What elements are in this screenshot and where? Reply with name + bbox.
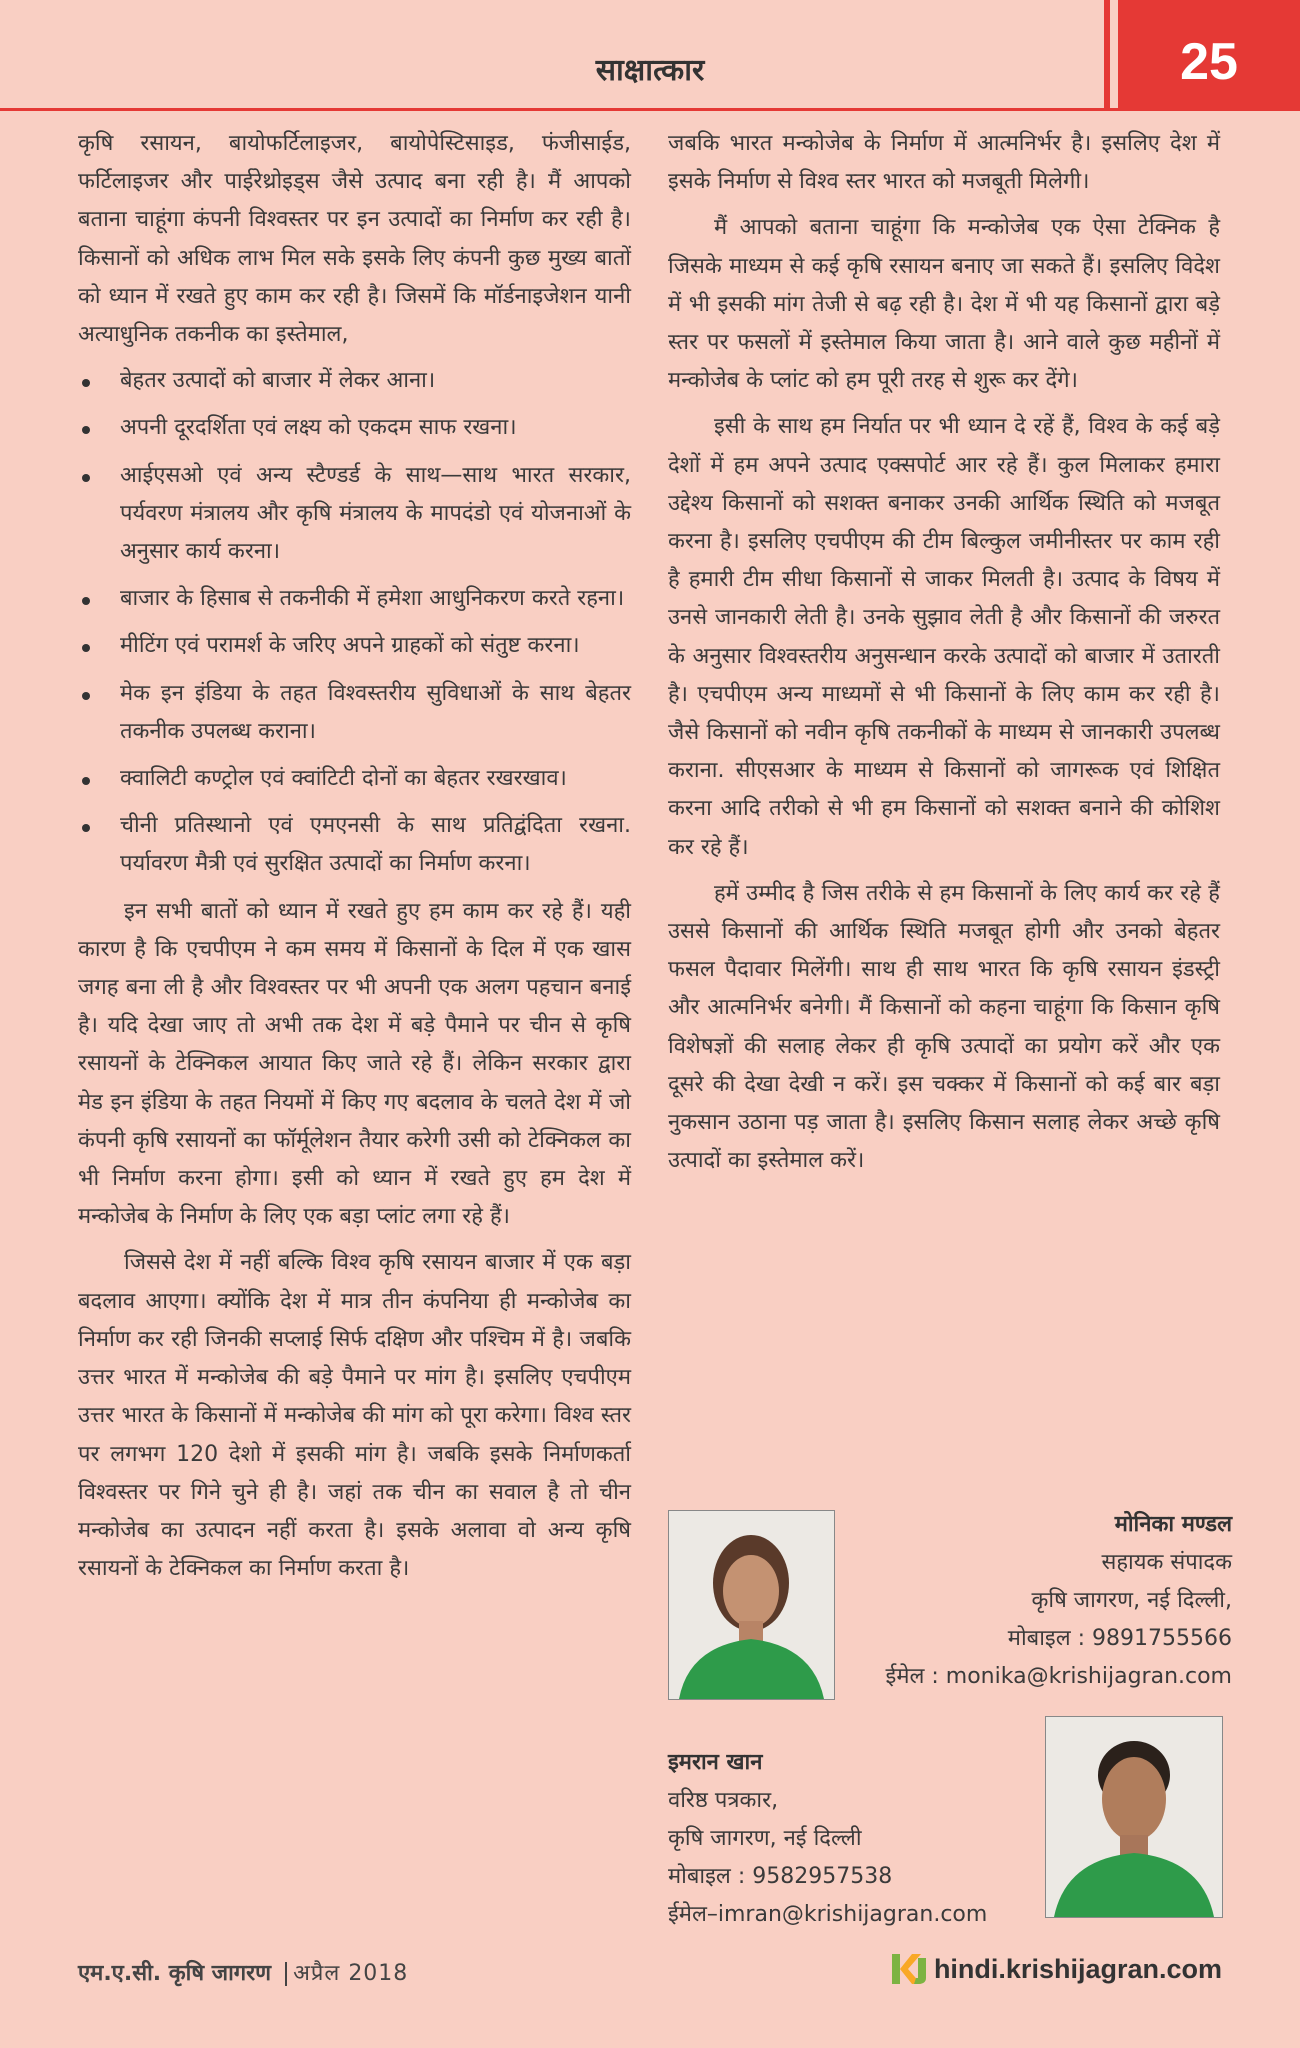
bullet-icon bbox=[82, 644, 90, 652]
body-paragraph: मैं आपको बताना चाहूंगा कि मन्कोजेब एक ऐसा टेक्निक है जिसके माध्यम से कई कृषि रसायन बनाए जा सकते हैं। इसलिए विदेश में भी इसकी मांग तेजी से बढ़ रही है। देश में भी यह किसानों द्वारा बड़े स्तर पर फसलों में इस्तेमाल किया जाता है। आने वाले कुछ महीनों में मन्कोजेब के प्लांट को हम पूरी तरह से शुरू कर देंगे। bbox=[668, 215, 1220, 394]
bullet-icon bbox=[82, 474, 90, 482]
author-mobile: मोबाइल : 9582957538 bbox=[668, 1864, 893, 1889]
author-org: कृषि जागरण, नई दिल्ली bbox=[668, 1826, 862, 1851]
author-role: सहायक संपादक bbox=[1101, 1550, 1232, 1575]
list-item: चीनी प्रतिस्थानो एवं एमएनसी के साथ प्रतिद्वंदिता रखना. पर्यावरण मैत्री एवं सुरक्षित उत्पादों का निर्माण करना। bbox=[78, 807, 631, 883]
intro-paragraph: कृषि रसायन, बायोफर्टिलाइजर, बायोपेस्टिसाइड, फंजीसाईड, फर्टिलाइजर और पाईरेथ्रोइड्स जैसे उत्पाद बना रही है। मैं आपको बताना चाहूंगा कंपनी विश्वस्तर पर इन उत्पादों का निर्माण कर रही है। किसानों को अधिक लाभ मिल सके इसके लिए कंपनी कुछ मुख्य बातों को ध्यान में रखते हुए काम कर रही है। जिसमें कि मॉर्डनाइजेशन यानी अत्याधुनिक तकनीक का इस्तेमाल, bbox=[78, 131, 631, 348]
page-number: 25 bbox=[1180, 33, 1238, 91]
body-paragraph: जबकि भारत मन्कोजेब के निर्माण में आत्मनिर्भर है। इसलिए देश में इसके निर्माण से विश्व स्तर भारत को मजबूती मिलेगी। bbox=[668, 131, 1220, 195]
feature-list bbox=[78, 362, 631, 883]
issue-month: अप्रैल 2018 bbox=[293, 1961, 409, 1986]
list-item: बेहतर उत्पादों को बाजार में लेकर आना। bbox=[78, 362, 631, 400]
bullet-icon bbox=[82, 379, 90, 387]
list-item: मेक इन इंडिया के तहत विश्वस्तरीय सुविधाओं के साथ बेहतर तकनीक उपलब्ध कराना। bbox=[78, 675, 631, 751]
list-item: क्वालिटी कण्ट्रोल एवं क्वांटिटी दोनों का बेहतर रखरखाव। bbox=[78, 760, 631, 798]
author-mobile: मोबाइल : 9891755566 bbox=[1007, 1626, 1232, 1651]
author-name: इमरान खान bbox=[668, 1750, 763, 1775]
footer-publication bbox=[78, 1957, 408, 1987]
author-info-imran bbox=[668, 1744, 1048, 1934]
page-number-box bbox=[1118, 0, 1300, 111]
body-paragraph: हमें उम्मीद है जिस तरीके से हम किसानों के लिए कार्य कर रहे हैं उससे किसानों की आर्थिक स्थिति मजबूत होगी और उनको बेहतर फसल पैदावार मिलेंगी। साथ ही साथ भारत कि कृषि रसायन इंडस्ट्री और आत्मनिर्भर बनेगी। मैं किसानों को कहना चाहूंगा कि किसान कृषि विशेषज्ञों की सलाह लेकर ही कृषि उत्पादों का प्रयोग करें और एक दूसरे की देखा देखी न करें। इस चक्कर में किसानों को कई बार बड़ा नुकसान उठाना पड़ जाता है। इसलिए किसान सलाह लेकर अच्छे कृषि उत्पादों का इस्तेमाल करें। bbox=[668, 880, 1220, 1174]
author-name: मोनिका मण्डल bbox=[1114, 1512, 1232, 1537]
list-item: अपनी दूरदर्शिता एवं लक्ष्य को एकदम साफ रखना। bbox=[78, 409, 631, 447]
portrait-icon bbox=[1046, 1717, 1222, 1917]
author-org: कृषि जागरण, नई दिल्ली, bbox=[1031, 1588, 1232, 1613]
website-link[interactable]: hindi.krishijagran.com bbox=[933, 1953, 1222, 1984]
bullet-icon bbox=[82, 777, 90, 785]
footer-website bbox=[888, 1952, 1222, 1986]
author-info-monika bbox=[732, 1506, 1232, 1696]
body-paragraph: इन सभी बातों को ध्यान में रखते हुए हम काम कर रहे हैं। यही कारण है कि एचपीएम ने कम समय में किसानों के दिल में एक खास जगह बना ली है और विश्वस्तर पर भी अपनी एक अलग पहचान बनाई है। यदि देखा जाए तो अभी तक देश में बड़े पैमाने पर चीन से कृषि रसायनों के टेक्निकल आयात किए जाते रहे हैं। लेकिन सरकार द्वारा मेड इन इंडिया के तहत नियमों में किए गए बदलाव के चलते देश में जो कंपनी कृषि रसायनों का फॉर्मूलेशन तैयार करेगी उसी को टेक्निकल का भी निर्माण करना होगा। इसी को ध्यान में रखते हुए हम देश में मन्कोजेब के निर्माण के लिए एक बड़ा प्लांट लगा रहे हैं। bbox=[78, 898, 631, 1230]
list-item: आईएसओ एवं अन्य स्टैण्डर्ड के साथ—साथ भारत सरकार, पर्यवरण मंत्रालय और कृषि मंत्रालय के मापदंडो एवं योजनाओं के अनुसार कार्य करना। bbox=[78, 457, 631, 572]
publication-name: एम.ए.सी. कृषि जागरण bbox=[78, 1961, 272, 1986]
body-paragraph: जिससे देश में नहीं बल्कि विश्व कृषि रसायन बाजार में एक बड़ा बदलाव आएगा। क्योंकि देश में मात्र तीन कंपनिया ही मन्कोजेब का निर्माण कर रही जिनकी सप्लाई सिर्फ दक्षिण और पश्चिम में है। जबकि उत्तर भारत में मन्कोजेब की बड़े पैमाने पर मांग है। इसलिए एचपीएम उत्तर भारत के किसानों में मन्कोजेब की मांग को पूरा करेगा। विश्व स्तर पर लगभग 120 देशो में इसकी मांग है। जबकि इसके निर्माणकर्ता विश्वस्तर पर गिने चुने ही है। जहां तक चीन का सवाल है तो चीन मन्कोजेब का उत्पादन नहीं करता है। इसके अलावा वो अन्य कृषि रसायनों के टेक्निकल का निर्माण करता है। bbox=[78, 1250, 631, 1582]
right-column bbox=[668, 125, 1220, 1188]
author-photo-imran bbox=[1045, 1716, 1223, 1918]
krishijagran-logo-icon bbox=[888, 1952, 928, 1986]
left-column bbox=[78, 125, 631, 1596]
list-item: मीटिंग एवं परामर्श के जरिए अपने ग्राहकों को संतुष्ट करना। bbox=[78, 627, 631, 665]
bullet-icon bbox=[82, 824, 90, 832]
bullet-icon bbox=[82, 597, 90, 605]
footer-divider bbox=[285, 1962, 287, 1986]
page-number-stripe bbox=[1104, 0, 1110, 111]
list-item: बाजार के हिसाब से तकनीकी में हमेशा आधुनिकरण करते रहना। bbox=[78, 580, 631, 618]
bullet-icon bbox=[82, 692, 90, 700]
bullet-icon bbox=[82, 426, 90, 434]
section-title: साक्षात्कार bbox=[595, 53, 705, 88]
author-email: ईमेल–imran@krishijagran.com bbox=[668, 1902, 988, 1927]
body-paragraph: इसी के साथ हम निर्यात पर भी ध्यान दे रहें हैं, विश्व के कई बड़े देशों में हम अपने उत्पाद एक्सपोर्ट आर रहे हैं। कुल मिलाकर हमारा उद्देश्य किसानों को सशक्त बनाकर उनकी आर्थिक स्थिति को मजबूत करना है। इसलिए एचपीएम की टीम बिल्कुल जमीनीस्तर पर काम रही है हमारी टीम सीधा किसानों से जाकर मिलती है। उत्पाद के विषय में उनसे जानकारी लेती है। उनके सुझाव लेती है और किसानों की जरुरत के अनुसार विश्वस्तरीय अनुसन्धान करके उत्पादों को बाजार में उतारती है। एचपीएम अन्य माध्यमों से भी किसानों के लिए काम कर रही है। जैसे किसानों को नवीन कृषि तकनीकों के माध्यम से जानकारी उपलब्ध कराना. सीएसआर के माध्यम से किसानों को जागरूक एवं शिक्षित करना आदि तरीको से भी हम किसानों को सशक्त बनाने की कोशिश कर रहे हैं। bbox=[668, 414, 1220, 860]
author-role: वरिष्ठ पत्रकार, bbox=[668, 1788, 779, 1813]
author-email: ईमेल : monika@krishijagran.com bbox=[885, 1664, 1232, 1689]
